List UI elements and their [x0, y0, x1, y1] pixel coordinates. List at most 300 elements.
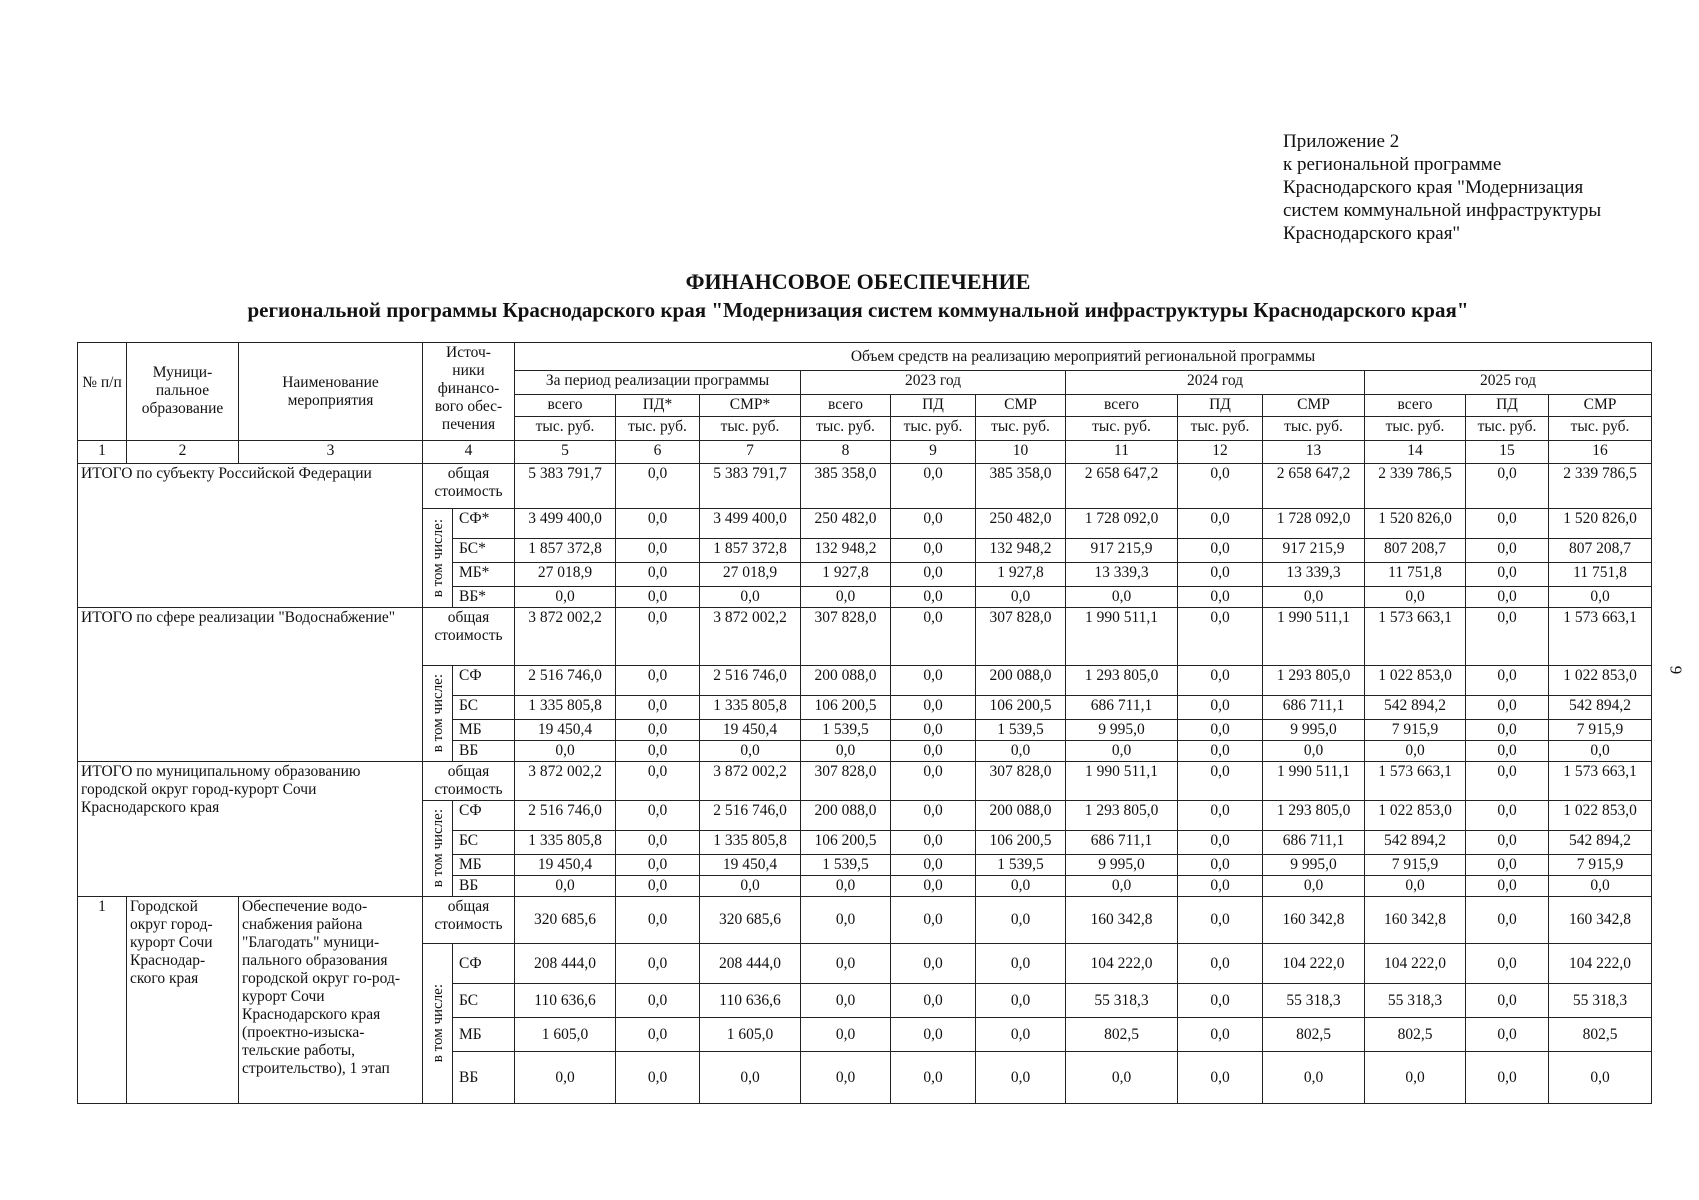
value-cell: 104 222,0: [1066, 944, 1178, 984]
value-cell: 9 995,0: [1263, 855, 1365, 876]
column-number: 15: [1466, 441, 1549, 464]
value-cell: 208 444,0: [515, 944, 616, 984]
value-cell: 0,0: [891, 666, 976, 696]
value-cell: 55 318,3: [1365, 984, 1466, 1018]
value-cell: 686 711,1: [1263, 831, 1365, 855]
value-cell: 1 520 826,0: [1365, 509, 1466, 539]
column-number: 3: [239, 441, 423, 464]
value-cell: 106 200,5: [976, 831, 1066, 855]
value-cell: 1 335 805,8: [515, 831, 616, 855]
value-cell: 802,5: [1066, 1018, 1178, 1052]
header-unit: тыс. руб.: [1466, 417, 1549, 441]
value-cell: 0,0: [891, 696, 976, 720]
header-year-2025: 2025 год: [1365, 371, 1652, 395]
value-cell: 0,0: [801, 944, 891, 984]
value-cell: 0,0: [1549, 876, 1652, 897]
value-cell: 1 990 511,1: [1263, 608, 1365, 666]
value-cell: 0,0: [700, 587, 801, 608]
value-cell: 1 293 805,0: [1263, 801, 1365, 831]
column-number: 11: [1066, 441, 1178, 464]
appendix-line: Краснодарского края "Модернизация: [1283, 177, 1584, 198]
value-cell: 1 022 853,0: [1365, 801, 1466, 831]
value-cell: 0,0: [976, 876, 1066, 897]
value-cell: 110 636,6: [515, 984, 616, 1018]
header-unit: тыс. руб.: [515, 417, 616, 441]
including-label: [423, 944, 453, 1104]
source-code: МБ: [453, 720, 515, 741]
header-year-2024: 2024 год: [1066, 371, 1365, 395]
value-cell: 0,0: [1466, 762, 1549, 801]
value-cell: 110 636,6: [700, 984, 801, 1018]
value-cell: 9 995,0: [1263, 720, 1365, 741]
value-cell: 0,0: [1549, 741, 1652, 762]
header-subcol: СМР: [1263, 395, 1365, 417]
value-cell: 1 539,5: [976, 855, 1066, 876]
column-number: 7: [700, 441, 801, 464]
total-label: общая стоимость: [423, 608, 515, 666]
header-unit: тыс. руб.: [801, 417, 891, 441]
value-cell: 1 990 511,1: [1066, 608, 1178, 666]
value-cell: 1 335 805,8: [700, 696, 801, 720]
value-cell: 0,0: [891, 539, 976, 563]
value-cell: 0,0: [801, 984, 891, 1018]
value-cell: 0,0: [801, 587, 891, 608]
source-code: СФ: [453, 944, 515, 984]
value-cell: 0,0: [891, 876, 976, 897]
source-code: МБ: [453, 855, 515, 876]
value-cell: 1 990 511,1: [1066, 762, 1178, 801]
value-cell: 0,0: [1466, 741, 1549, 762]
value-cell: 0,0: [1466, 464, 1549, 509]
appendix-line: Приложение 2: [1283, 131, 1400, 152]
value-cell: 0,0: [1178, 666, 1263, 696]
value-cell: 0,0: [1066, 587, 1178, 608]
value-cell: 0,0: [1178, 587, 1263, 608]
value-cell: 686 711,1: [1066, 696, 1178, 720]
value-cell: 3 872 002,2: [515, 762, 616, 801]
value-cell: 0,0: [976, 944, 1066, 984]
value-cell: 0,0: [1466, 801, 1549, 831]
value-cell: 0,0: [1466, 855, 1549, 876]
value-cell: 0,0: [1466, 876, 1549, 897]
total-label: общая стоимость: [423, 464, 515, 509]
source-code: БС: [453, 984, 515, 1018]
value-cell: 0,0: [1263, 1052, 1365, 1104]
value-cell: 2 658 647,2: [1263, 464, 1365, 509]
header-subcol: всего: [1365, 395, 1466, 417]
financing-table: [77, 342, 1652, 1104]
value-cell: 0,0: [1178, 944, 1263, 984]
including-label: [423, 509, 453, 608]
value-cell: 542 894,2: [1365, 831, 1466, 855]
value-cell: 1 728 092,0: [1066, 509, 1178, 539]
value-cell: 9 995,0: [1066, 720, 1178, 741]
value-cell: 1 573 663,1: [1365, 762, 1466, 801]
value-cell: 686 711,1: [1263, 696, 1365, 720]
value-cell: 0,0: [891, 587, 976, 608]
value-cell: 0,0: [616, 608, 700, 666]
value-cell: 0,0: [891, 563, 976, 587]
value-cell: 19 450,4: [515, 720, 616, 741]
page-number: 9: [1666, 665, 1686, 675]
source-code: БС: [453, 831, 515, 855]
value-cell: 0,0: [891, 509, 976, 539]
value-cell: 385 358,0: [801, 464, 891, 509]
value-cell: 13 339,3: [1263, 563, 1365, 587]
header-subcol: всего: [1066, 395, 1178, 417]
value-cell: 0,0: [891, 762, 976, 801]
header-municipality: [127, 343, 239, 441]
value-cell: 0,0: [616, 831, 700, 855]
value-cell: 7 915,9: [1549, 855, 1652, 876]
header-volume: Объем средств на реализацию мероприятий региональной программы: [515, 343, 1652, 371]
item-number: 1: [78, 897, 127, 1104]
value-cell: 7 915,9: [1365, 720, 1466, 741]
value-cell: 160 342,8: [1549, 897, 1652, 944]
source-code: ВБ*: [453, 587, 515, 608]
value-cell: 0,0: [1466, 984, 1549, 1018]
value-cell: 0,0: [976, 984, 1066, 1018]
item-municipality: Городской округ город-курорт Сочи Краснодар-ского края: [127, 897, 239, 1104]
value-cell: 160 342,8: [1263, 897, 1365, 944]
value-cell: 0,0: [1466, 666, 1549, 696]
value-cell: 917 215,9: [1263, 539, 1365, 563]
value-cell: 1 573 663,1: [1549, 608, 1652, 666]
value-cell: 0,0: [1066, 1052, 1178, 1104]
value-cell: 0,0: [1466, 1052, 1549, 1104]
appendix-line: к региональной программе: [1283, 154, 1502, 175]
value-cell: 200 088,0: [801, 801, 891, 831]
value-cell: 3 499 400,0: [515, 509, 616, 539]
value-cell: 0,0: [1178, 741, 1263, 762]
group-label: ИТОГО по сфере реализации "Водоснабжение": [78, 608, 423, 762]
value-cell: 3 872 002,2: [515, 608, 616, 666]
value-cell: 307 828,0: [976, 762, 1066, 801]
value-cell: 0,0: [1066, 741, 1178, 762]
value-cell: 0,0: [1066, 876, 1178, 897]
value-cell: 0,0: [616, 944, 700, 984]
header-num-text: № п/п: [82, 374, 122, 391]
value-cell: 132 948,2: [801, 539, 891, 563]
value-cell: 0,0: [616, 720, 700, 741]
value-cell: 19 450,4: [515, 855, 616, 876]
including-label-text: в том числе:: [429, 809, 446, 888]
value-cell: 0,0: [1365, 876, 1466, 897]
value-cell: 0,0: [616, 984, 700, 1018]
value-cell: 0,0: [616, 696, 700, 720]
value-cell: 1 539,5: [976, 720, 1066, 741]
total-label: общая стоимость: [423, 762, 515, 801]
value-cell: 0,0: [1466, 509, 1549, 539]
value-cell: 1 520 826,0: [1549, 509, 1652, 539]
value-cell: 5 383 791,7: [515, 464, 616, 509]
value-cell: 0,0: [616, 666, 700, 696]
value-cell: 802,5: [1549, 1018, 1652, 1052]
column-number: 12: [1178, 441, 1263, 464]
column-number: 10: [976, 441, 1066, 464]
value-cell: 0,0: [1263, 876, 1365, 897]
header-unit: тыс. руб.: [1066, 417, 1178, 441]
value-cell: 0,0: [1549, 1052, 1652, 1104]
value-cell: 0,0: [1178, 1018, 1263, 1052]
header-num: [78, 343, 127, 441]
header-period: За период реализации программы: [515, 371, 801, 395]
value-cell: 0,0: [1466, 539, 1549, 563]
header-unit: тыс. руб.: [1365, 417, 1466, 441]
value-cell: 1 927,8: [976, 563, 1066, 587]
header-source-text: Источ-ники финансо-вого обес-печения: [434, 344, 503, 433]
header-activity: [239, 343, 423, 441]
value-cell: 2 658 647,2: [1066, 464, 1178, 509]
value-cell: 0,0: [1178, 831, 1263, 855]
value-cell: 1 022 853,0: [1549, 801, 1652, 831]
value-cell: 0,0: [891, 1052, 976, 1104]
value-cell: 0,0: [1178, 855, 1263, 876]
header-subcol: всего: [801, 395, 891, 417]
header-unit: тыс. руб.: [1263, 417, 1365, 441]
value-cell: 0,0: [1466, 1018, 1549, 1052]
value-cell: 0,0: [616, 539, 700, 563]
value-cell: 200 088,0: [976, 666, 1066, 696]
group-label: ИТОГО по муниципальному образованию городской округ город-курорт Сочи Краснодарского края: [78, 762, 423, 897]
value-cell: 307 828,0: [976, 608, 1066, 666]
source-code: БС: [453, 696, 515, 720]
value-cell: 0,0: [1178, 563, 1263, 587]
column-number: 14: [1365, 441, 1466, 464]
value-cell: 200 088,0: [801, 666, 891, 696]
value-cell: 0,0: [1549, 587, 1652, 608]
value-cell: 0,0: [801, 876, 891, 897]
source-code: ВБ: [453, 1052, 515, 1104]
value-cell: 1 293 805,0: [1066, 801, 1178, 831]
header-subcol: ПД: [891, 395, 976, 417]
value-cell: 0,0: [1466, 944, 1549, 984]
value-cell: 0,0: [616, 876, 700, 897]
value-cell: 2 516 746,0: [515, 801, 616, 831]
value-cell: 7 915,9: [1549, 720, 1652, 741]
document-title: ФИНАНСОВОЕ ОБЕСПЕЧЕНИЕ: [685, 269, 1031, 294]
value-cell: 106 200,5: [976, 696, 1066, 720]
value-cell: 0,0: [801, 897, 891, 944]
table-row: [78, 464, 1652, 509]
value-cell: 0,0: [1178, 897, 1263, 944]
column-number: 1: [78, 441, 127, 464]
value-cell: 5 383 791,7: [700, 464, 801, 509]
source-code: ВБ: [453, 741, 515, 762]
value-cell: 0,0: [700, 1052, 801, 1104]
value-cell: 0,0: [891, 944, 976, 984]
source-code: МБ*: [453, 563, 515, 587]
value-cell: 802,5: [1263, 1018, 1365, 1052]
value-cell: 307 828,0: [801, 762, 891, 801]
source-code: СФ*: [453, 509, 515, 539]
value-cell: 11 751,8: [1549, 563, 1652, 587]
header-subcol: СМР: [976, 395, 1066, 417]
value-cell: 27 018,9: [700, 563, 801, 587]
group-label: ИТОГО по субъекту Российской Федерации: [78, 464, 423, 608]
header-unit: тыс. руб.: [976, 417, 1066, 441]
value-cell: 0,0: [1178, 696, 1263, 720]
value-cell: 1 990 511,1: [1263, 762, 1365, 801]
value-cell: 0,0: [891, 984, 976, 1018]
header-unit: тыс. руб.: [891, 417, 976, 441]
value-cell: 13 339,3: [1066, 563, 1178, 587]
value-cell: 1 605,0: [700, 1018, 801, 1052]
table-row: [78, 897, 1652, 944]
value-cell: 0,0: [801, 741, 891, 762]
value-cell: 104 222,0: [1549, 944, 1652, 984]
value-cell: 0,0: [976, 741, 1066, 762]
value-cell: 1 335 805,8: [515, 696, 616, 720]
value-cell: 0,0: [1178, 464, 1263, 509]
value-cell: 0,0: [616, 741, 700, 762]
value-cell: 1 022 853,0: [1549, 666, 1652, 696]
value-cell: 7 915,9: [1365, 855, 1466, 876]
header-year-2023: 2023 год: [801, 371, 1066, 395]
value-cell: 0,0: [891, 464, 976, 509]
value-cell: 9 995,0: [1066, 855, 1178, 876]
value-cell: 0,0: [891, 608, 976, 666]
value-cell: 0,0: [891, 741, 976, 762]
value-cell: 0,0: [1466, 897, 1549, 944]
header-subcol: СМР*: [700, 395, 801, 417]
value-cell: 0,0: [1178, 509, 1263, 539]
value-cell: 0,0: [616, 801, 700, 831]
value-cell: 0,0: [1466, 696, 1549, 720]
value-cell: 0,0: [801, 1052, 891, 1104]
including-label-text: в том числе:: [429, 984, 446, 1063]
source-code: БС*: [453, 539, 515, 563]
value-cell: 27 018,9: [515, 563, 616, 587]
including-label: [423, 666, 453, 762]
value-cell: 802,5: [1365, 1018, 1466, 1052]
value-cell: 106 200,5: [801, 696, 891, 720]
value-cell: 0,0: [1466, 720, 1549, 741]
value-cell: 1 857 372,8: [700, 539, 801, 563]
column-number: 2: [127, 441, 239, 464]
value-cell: 55 318,3: [1066, 984, 1178, 1018]
including-label: [423, 801, 453, 897]
value-cell: 0,0: [1263, 587, 1365, 608]
header-subcol: всего: [515, 395, 616, 417]
table-row: [78, 762, 1652, 801]
value-cell: 0,0: [700, 876, 801, 897]
value-cell: 0,0: [616, 855, 700, 876]
value-cell: 0,0: [616, 563, 700, 587]
value-cell: 0,0: [801, 1018, 891, 1052]
value-cell: 0,0: [616, 1018, 700, 1052]
value-cell: 1 573 663,1: [1549, 762, 1652, 801]
value-cell: 0,0: [515, 741, 616, 762]
value-cell: 132 948,2: [976, 539, 1066, 563]
value-cell: 104 222,0: [1263, 944, 1365, 984]
value-cell: 1 539,5: [801, 855, 891, 876]
value-cell: 1 605,0: [515, 1018, 616, 1052]
value-cell: 0,0: [616, 1052, 700, 1104]
value-cell: 385 358,0: [976, 464, 1066, 509]
value-cell: 542 894,2: [1365, 696, 1466, 720]
value-cell: 0,0: [1178, 984, 1263, 1018]
value-cell: 0,0: [1365, 587, 1466, 608]
column-number: 16: [1549, 441, 1652, 464]
value-cell: 2 339 786,5: [1549, 464, 1652, 509]
value-cell: 0,0: [616, 587, 700, 608]
value-cell: 0,0: [976, 1052, 1066, 1104]
value-cell: 0,0: [891, 855, 976, 876]
value-cell: 1 857 372,8: [515, 539, 616, 563]
value-cell: 208 444,0: [700, 944, 801, 984]
value-cell: 0,0: [1365, 1052, 1466, 1104]
value-cell: 160 342,8: [1066, 897, 1178, 944]
value-cell: 0,0: [1178, 1052, 1263, 1104]
value-cell: 2 339 786,5: [1365, 464, 1466, 509]
header-activity-text: Наименование мероприятия: [282, 374, 379, 409]
header-municipality-text: Муници-пальное образование: [141, 364, 224, 417]
table-row: [78, 608, 1652, 666]
value-cell: 0,0: [891, 720, 976, 741]
value-cell: 0,0: [891, 801, 976, 831]
header-subcol: СМР: [1549, 395, 1652, 417]
value-cell: 250 482,0: [976, 509, 1066, 539]
value-cell: 0,0: [1466, 563, 1549, 587]
value-cell: 2 516 746,0: [515, 666, 616, 696]
value-cell: 0,0: [1263, 741, 1365, 762]
value-cell: 104 222,0: [1365, 944, 1466, 984]
value-cell: 1 539,5: [801, 720, 891, 741]
value-cell: 0,0: [1466, 608, 1549, 666]
value-cell: 0,0: [891, 1018, 976, 1052]
column-number: 8: [801, 441, 891, 464]
value-cell: 307 828,0: [801, 608, 891, 666]
including-label-text: в том числе:: [429, 518, 446, 598]
appendix-note: [1283, 130, 1601, 245]
value-cell: 1 293 805,0: [1263, 666, 1365, 696]
appendix-line: систем коммунальной инфраструктуры: [1283, 200, 1602, 221]
value-cell: 250 482,0: [801, 509, 891, 539]
value-cell: 1 573 663,1: [1365, 608, 1466, 666]
value-cell: 3 872 002,2: [700, 762, 801, 801]
value-cell: 106 200,5: [801, 831, 891, 855]
value-cell: 0,0: [1178, 762, 1263, 801]
value-cell: 542 894,2: [1549, 696, 1652, 720]
header-unit: тыс. руб.: [1549, 417, 1652, 441]
value-cell: 0,0: [1365, 741, 1466, 762]
value-cell: 19 450,4: [700, 855, 801, 876]
value-cell: 1 728 092,0: [1263, 509, 1365, 539]
value-cell: 0,0: [976, 1018, 1066, 1052]
value-cell: 0,0: [616, 509, 700, 539]
value-cell: 0,0: [1178, 608, 1263, 666]
value-cell: 200 088,0: [976, 801, 1066, 831]
value-cell: 0,0: [976, 587, 1066, 608]
source-code: ВБ: [453, 876, 515, 897]
appendix-line: Краснодарского края": [1283, 223, 1461, 244]
value-cell: 1 022 853,0: [1365, 666, 1466, 696]
value-cell: 0,0: [1466, 831, 1549, 855]
value-cell: 3 499 400,0: [700, 509, 801, 539]
column-number: 9: [891, 441, 976, 464]
header-subcol: ПД*: [616, 395, 700, 417]
value-cell: 0,0: [1178, 720, 1263, 741]
value-cell: 1 927,8: [801, 563, 891, 587]
value-cell: 0,0: [1178, 539, 1263, 563]
value-cell: 1 335 805,8: [700, 831, 801, 855]
header-unit: тыс. руб.: [1178, 417, 1263, 441]
column-number: 13: [1263, 441, 1365, 464]
value-cell: 807 208,7: [1365, 539, 1466, 563]
value-cell: 807 208,7: [1549, 539, 1652, 563]
value-cell: 0,0: [1178, 876, 1263, 897]
